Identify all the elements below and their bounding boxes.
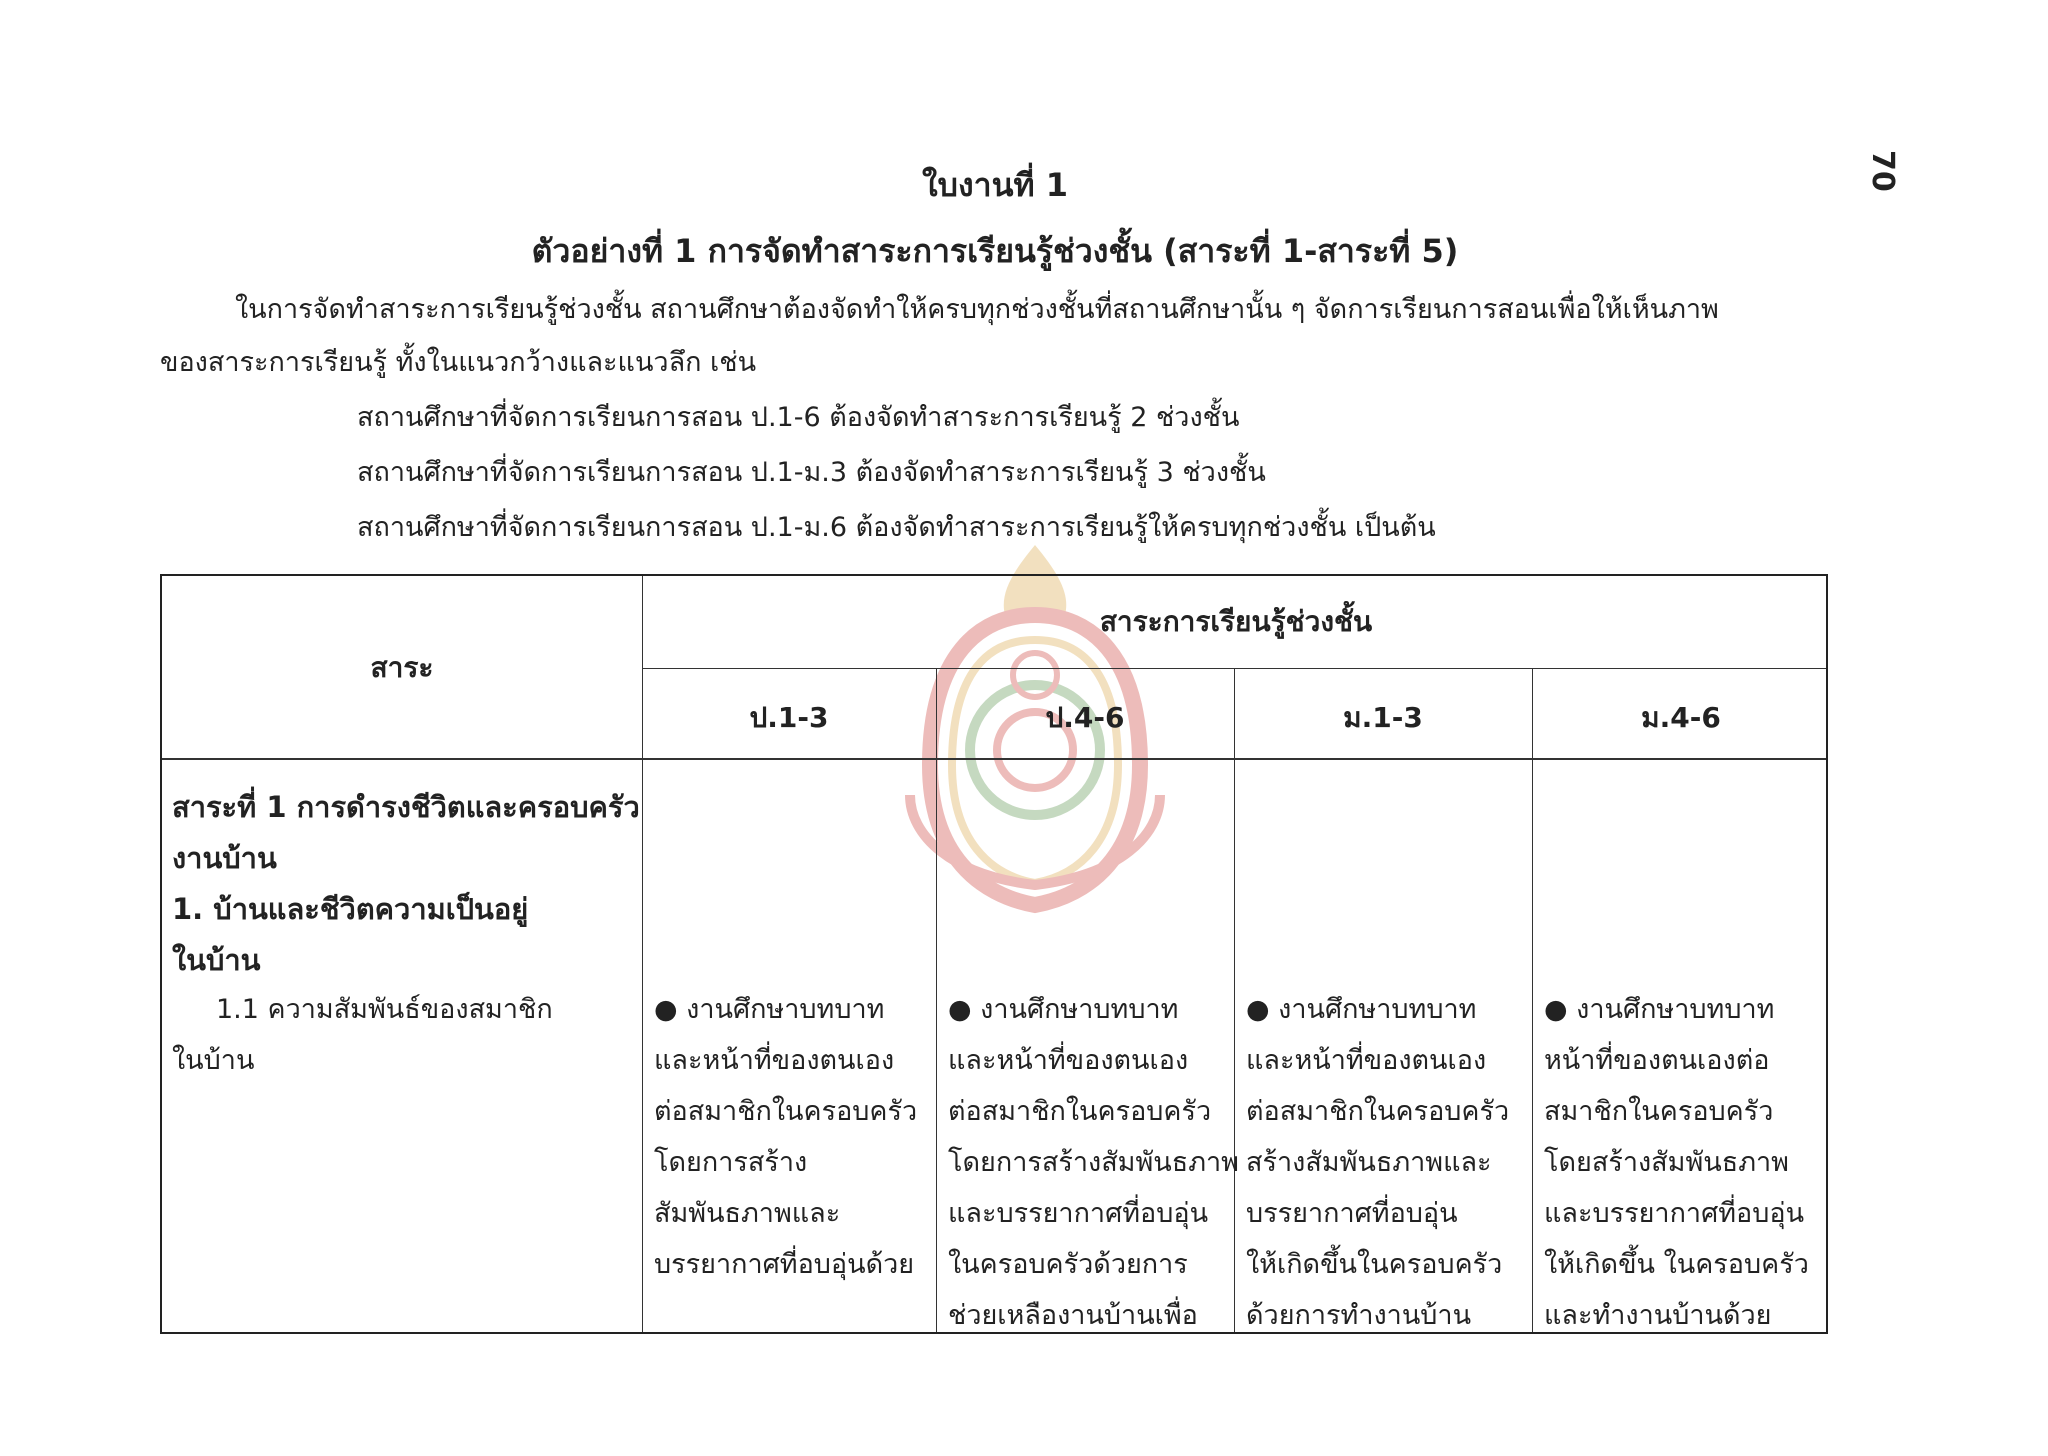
- cell-line: และหน้าที่ของตนเอง: [948, 1045, 1189, 1076]
- cell-line: ● งานศึกษาบทบาท: [654, 994, 885, 1025]
- cell-line: โดยการสร้างสัมพันธภาพ: [948, 1147, 1239, 1178]
- sara-sub-line: ในบ้าน: [172, 1045, 255, 1076]
- cell-line: ต่อสมาชิกในครอบครัว: [948, 1096, 1212, 1127]
- table-divider: [936, 668, 937, 1332]
- intro-line-1: ในการจัดทำสาระการเรียนรู้ช่วงชั้น สถานศึกษาต้องจัดทำให้ครบทุกช่วงชั้นที่สถานศึกษานั้น ๆ จัดการเรียนการสอนเพื่อให้เห็นภาพ: [235, 294, 1719, 325]
- cell-line: และบรรยากาศที่อบอุ่น: [948, 1198, 1209, 1229]
- cell-line: ให้เกิดขึ้นในครอบครัว: [1246, 1249, 1503, 1280]
- header-sara: สาระ: [370, 651, 434, 684]
- example-line-2: สถานศึกษาที่จัดการเรียนการสอน ป.1-ม.3 ต้องจัดทำสาระการเรียนรู้ 3 ช่วงชั้น: [357, 457, 1266, 488]
- cell-line: ● งานศึกษาบทบาท: [1544, 994, 1775, 1025]
- intro-line-2: ของสาระการเรียนรู้ ทั้งในแนวกว้างและแนวลึก เช่น: [160, 347, 757, 378]
- header-level-m1-3: ม.1-3: [1343, 701, 1423, 734]
- cell-line: บรรยากาศที่อบอุ่น: [1246, 1198, 1458, 1229]
- cell-line: ต่อสมาชิกในครอบครัว: [654, 1096, 918, 1127]
- page-number: 70: [1865, 150, 1900, 192]
- worksheet-subtitle: ตัวอย่างที่ 1 การจัดทำสาระการเรียนรู้ช่วงชั้น (สาระที่ 1-สาระที่ 5): [531, 232, 1459, 270]
- table-divider: [642, 668, 1826, 669]
- cell-line: โดยการสร้าง: [654, 1147, 808, 1178]
- cell-line: ● งานศึกษาบทบาท: [948, 994, 1179, 1025]
- cell-line: และบรรยากาศที่อบอุ่น: [1544, 1198, 1805, 1229]
- table-divider: [1532, 668, 1533, 1332]
- example-line-3: สถานศึกษาที่จัดการเรียนการสอน ป.1-ม.6 ต้องจัดทำสาระการเรียนรู้ให้ครบทุกช่วงชั้น เป็นต้น: [357, 512, 1436, 543]
- sara-line: งานบ้าน: [172, 841, 277, 875]
- cell-line: ในครอบครัวด้วยการ: [948, 1249, 1188, 1280]
- example-line-1: สถานศึกษาที่จัดการเรียนการสอน ป.1-6 ต้องจัดทำสาระการเรียนรู้ 2 ช่วงชั้น: [357, 402, 1240, 433]
- header-level-p4-6: ป.4-6: [1045, 701, 1125, 734]
- worksheet-title: ใบงานที่ 1: [922, 166, 1068, 204]
- cell-line: บรรยากาศที่อบอุ่นด้วย: [654, 1249, 915, 1280]
- cell-line: ช่วยเหลืองานบ้านเพื่อ: [948, 1300, 1198, 1331]
- cell-line: หน้าที่ของตนเองต่อ: [1544, 1045, 1770, 1076]
- cell-line: ต่อสมาชิกในครอบครัว: [1246, 1096, 1510, 1127]
- cell-line: โดยสร้างสัมพันธภาพ: [1544, 1147, 1789, 1178]
- curriculum-table: [160, 574, 1828, 1334]
- header-group: สาระการเรียนรู้ช่วงชั้น: [1099, 605, 1373, 638]
- cell-line: ด้วยการทำงานบ้าน: [1246, 1300, 1472, 1331]
- cell-p1-3: [654, 984, 917, 1290]
- cell-line: สัมพันธภาพและ: [654, 1198, 841, 1229]
- cell-line: สมาชิกในครอบครัว: [1544, 1096, 1774, 1127]
- cell-m1-3: [1246, 984, 1509, 1341]
- sara-subtopic: [172, 984, 553, 1086]
- header-level-p1-3: ป.1-3: [749, 701, 829, 734]
- cell-line: และหน้าที่ของตนเอง: [654, 1045, 895, 1076]
- sara-line: 1. บ้านและชีวิตความเป็นอยู่: [172, 892, 529, 926]
- cell-line: และทำงานบ้านด้วย: [1544, 1300, 1772, 1331]
- sara-line: สาระที่ 1 การดำรงชีวิตและครอบครัว: [172, 790, 640, 824]
- sara-heading: [172, 782, 640, 986]
- cell-m4-6: [1544, 984, 1809, 1341]
- table-divider: [642, 576, 643, 1332]
- header-level-m4-6: ม.4-6: [1641, 701, 1721, 734]
- cell-line: และหน้าที่ของตนเอง: [1246, 1045, 1487, 1076]
- cell-line: ให้เกิดขึ้น ในครอบครัว: [1544, 1249, 1809, 1280]
- table-divider: [162, 758, 1826, 760]
- cell-p4-6: [948, 984, 1239, 1341]
- sara-line: ในบ้าน: [172, 943, 261, 977]
- cell-line: สร้างสัมพันธภาพและ: [1246, 1147, 1492, 1178]
- sara-sub-line: 1.1 ความสัมพันธ์ของสมาชิก: [216, 994, 553, 1025]
- cell-line: ● งานศึกษาบทบาท: [1246, 994, 1477, 1025]
